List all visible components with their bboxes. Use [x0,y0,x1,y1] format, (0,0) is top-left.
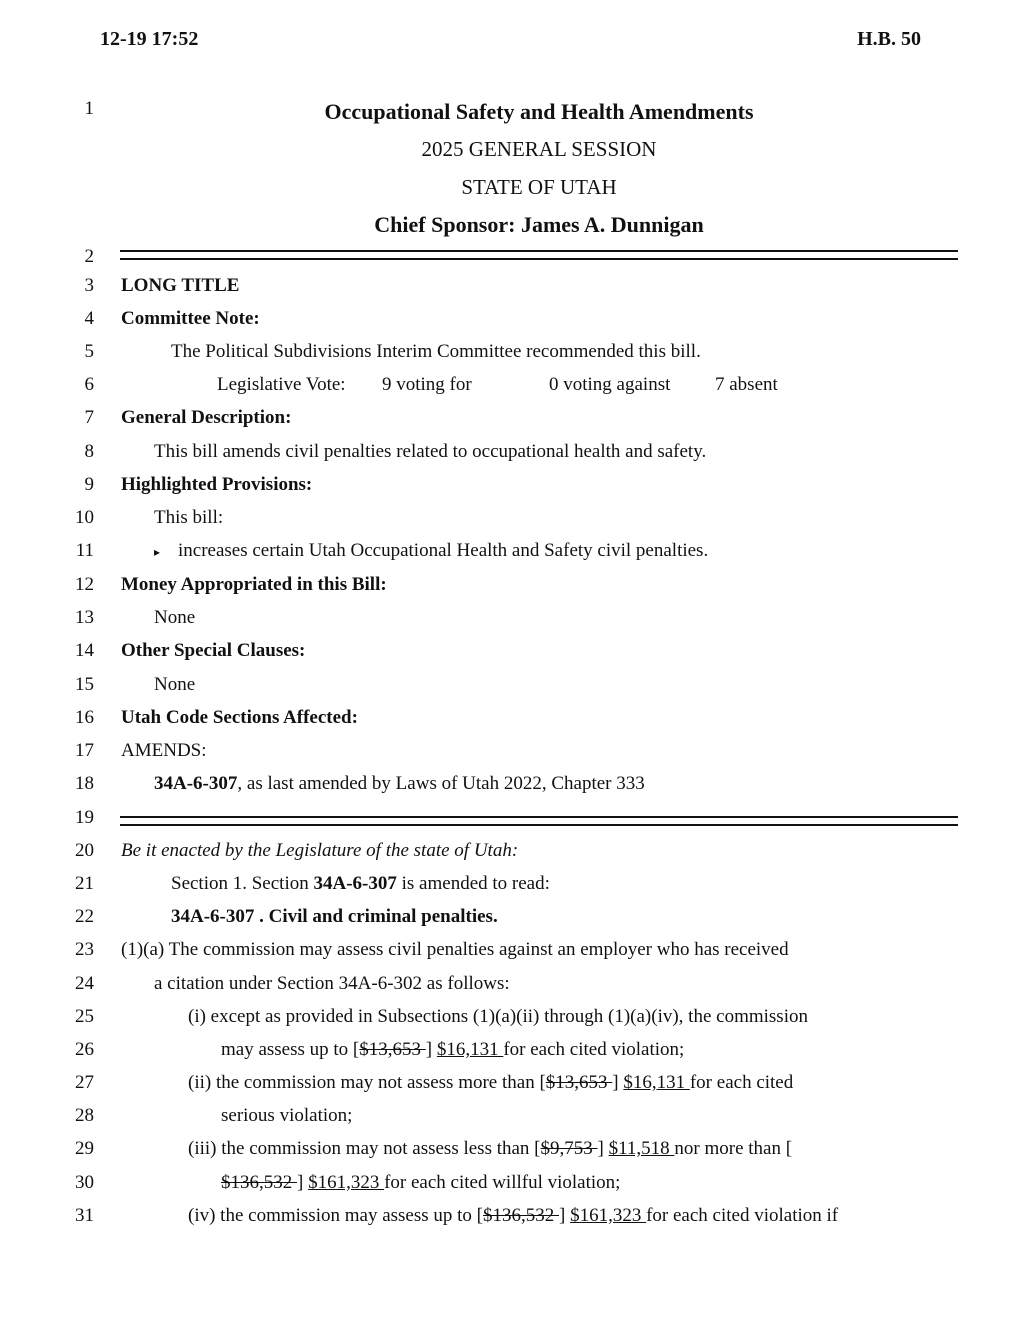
body-text: ] [559,1205,571,1226]
line-number: 10 [75,507,94,528]
line-number: 21 [75,873,94,894]
special-clauses-text: None [154,674,196,695]
line-number: 13 [75,607,94,628]
deleted-amount: $9,753 [540,1138,598,1159]
line-number: 3 [84,275,94,296]
deleted-amount: $13,653 [545,1072,613,1093]
line-number: 8 [84,441,94,462]
line-number: 25 [75,1006,94,1027]
body-text: (iii) the commission may not assess less than [ [188,1138,541,1159]
line-number: 26 [75,1039,94,1060]
body-text: ] [612,1072,624,1093]
inserted-amount: $161,323 [308,1172,385,1193]
double-rule-divider [120,816,958,826]
bullet-icon: ▸ [154,545,161,559]
inserted-amount: $16,131 [623,1072,690,1093]
highlighted-item-text: increases certain Utah Occupational Health and Safety civil penalties. [178,540,709,561]
highlighted-list-item [154,540,708,562]
line-number: 6 [84,374,94,395]
section-code: 34A-6-307 [313,873,397,894]
line-number: 19 [75,807,94,828]
deleted-amount: $136,532 [483,1205,559,1226]
highlighted-intro: This bill: [154,507,224,528]
line-number: 29 [75,1138,94,1159]
body-line: (1)(a) The commission may assess civil penalties against an employer who has received [121,939,789,960]
amends-entry [154,773,645,795]
header-timestamp: 12-19 17:52 [100,28,199,50]
body-line [188,1205,838,1227]
section-intro-text: is amended to read: [396,873,550,894]
highlighted-provisions-heading: Highlighted Provisions: [121,474,313,495]
section-intro [171,873,550,895]
body-text: (iv) the commission may assess up to [ [188,1205,483,1226]
body-text: for each cited willful violation; [384,1172,621,1193]
amends-section-detail: , as last amended by Laws of Utah 2022, Chapter 333 [237,773,645,794]
body-text: for each cited violation; [503,1039,685,1060]
body-line [221,1039,684,1061]
body-line [221,1172,620,1194]
inserted-amount: $11,518 [608,1138,675,1159]
state-label: STATE OF UTAH [461,175,617,199]
line-number: 18 [75,773,94,794]
line-number: 2 [84,246,94,267]
amends-label: AMENDS: [121,740,207,761]
line-number: 17 [75,740,94,761]
body-text: nor more than [ [674,1138,793,1159]
line-number: 11 [75,540,94,561]
body-text: for each cited violation if [646,1205,839,1226]
body-text: (ii) the commission may not assess more than [ [188,1072,546,1093]
line-number: 15 [75,674,94,695]
line-number: 24 [75,973,94,994]
line-number: 28 [75,1105,94,1126]
chief-sponsor: Chief Sponsor: James A. Dunnigan [374,212,704,237]
line-number: 30 [75,1172,94,1193]
line-number: 1 [84,98,94,119]
body-line: (i) except as provided in Subsections (1)(a)(ii) through (1)(a)(iv), the commission [188,1006,808,1027]
inserted-amount: $161,323 [570,1205,647,1226]
line-number: 16 [75,707,94,728]
body-line: serious violation; [221,1105,353,1126]
line-number: 9 [84,474,94,495]
vote-for: 9 voting for [382,374,472,395]
vote-against: 0 voting against [549,374,671,395]
enacting-clause: Be it enacted by the Legislature of the state of Utah: [121,840,519,861]
vote-label: Legislative Vote: [217,374,346,395]
inserted-amount: $16,131 [436,1039,504,1060]
line-number: 7 [84,407,94,428]
code-sections-heading: Utah Code Sections Affected: [121,707,358,728]
committee-note-text: The Political Subdivisions Interim Committee recommended this bill. [171,341,701,362]
deleted-amount: $136,532 [221,1172,297,1193]
amends-section-code: 34A-6-307 [154,773,238,794]
body-line: a citation under Section 34A-6-302 as follows: [154,973,510,994]
line-number: 5 [84,341,94,362]
double-rule-divider [120,250,958,260]
line-number: 12 [75,574,94,595]
session-label: 2025 GENERAL SESSION [421,137,657,161]
line-number: 14 [75,640,94,661]
body-text: ] [597,1138,609,1159]
body-text: ] [297,1172,309,1193]
long-title-heading: LONG TITLE [121,275,240,296]
line-number: 4 [84,308,94,329]
special-clauses-heading: Other Special Clauses: [121,640,306,661]
line-number: 23 [75,939,94,960]
money-appropriated-heading: Money Appropriated in this Bill: [121,574,387,595]
body-line [188,1072,793,1094]
line-number: 22 [75,906,94,927]
general-description-heading: General Description: [121,407,292,428]
committee-note-heading: Committee Note: [121,308,260,329]
section-heading: 34A-6-307 . Civil and criminal penalties. [171,906,498,927]
bill-title: Occupational Safety and Health Amendments [324,99,754,124]
body-text: may assess up to [ [221,1039,360,1060]
body-text: ] [425,1039,437,1060]
line-number: 20 [75,840,94,861]
general-description-text: This bill amends civil penalties related to occupational health and safety. [154,441,707,462]
money-appropriated-text: None [154,607,196,628]
header-bill-number: H.B. 50 [857,28,921,50]
vote-absent: 7 absent [715,374,778,395]
line-number: 27 [75,1072,94,1093]
line-number: 31 [75,1205,94,1226]
section-intro-text: Section 1. Section [171,873,314,894]
body-text: for each cited [689,1072,794,1093]
body-line [188,1138,792,1160]
deleted-amount: $13,653 [359,1039,426,1060]
